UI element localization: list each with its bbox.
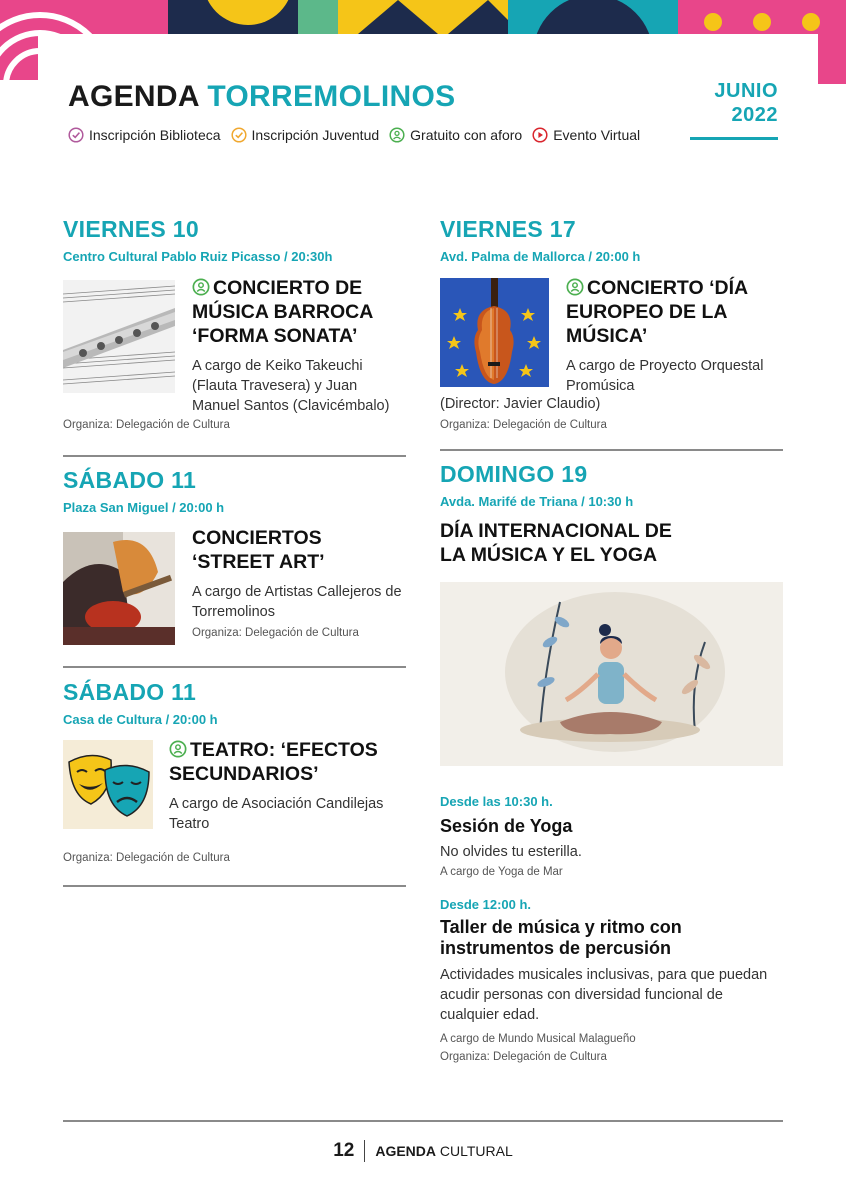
event-description: A cargo de Keiko Takeuchi (Flauta Travesera) y Juan Manuel Santos (Clavicémbalo) (192, 358, 390, 414)
play-circle-icon (532, 127, 548, 143)
page-number: 12 (333, 1140, 355, 1161)
event-day: SÁBADO 11 (63, 679, 197, 705)
event-viernes-17 (440, 216, 785, 264)
violin-eu-flag-image (440, 278, 549, 387)
event-title: CONCIERTOS ‘STREET ART’ (192, 527, 325, 573)
check-circle-icon (231, 127, 247, 143)
event-day: VIERNES 17 (440, 216, 576, 242)
event-place: Plaza San Miguel / 20:00 h (63, 500, 225, 515)
session-taller (440, 891, 785, 1063)
legend-item-virtual: Evento Virtual (532, 127, 640, 143)
event-day: VIERNES 10 (63, 216, 199, 242)
session-title: Sesión de Yoga (440, 816, 573, 836)
person-circle-icon (566, 278, 584, 296)
event-organizer: Organiza: Delegación de Cultura (63, 852, 230, 864)
event-day: SÁBADO 11 (63, 467, 197, 493)
street-guitarist-image (63, 532, 175, 645)
divider (63, 666, 406, 668)
check-circle-icon (68, 127, 84, 143)
person-circle-icon (192, 278, 210, 296)
event-place: Casa de Cultura / 20:00 h (63, 712, 218, 727)
session-organizer: A cargo de Mundo Musical Malagueño (440, 1033, 636, 1045)
legend (68, 127, 640, 143)
page-title: AGENDA TORREMOLINOS (68, 80, 456, 113)
session-description: Actividades musicales inclusivas, para que puedan acudir personas con diversidad funcional de cualquier edad. (440, 967, 768, 1023)
event-place: Avd. Palma de Mallorca / 20:00 h (440, 249, 641, 264)
session-yoga (440, 788, 785, 878)
event-1-body (192, 276, 408, 416)
event-organizer: Organiza: Delegación de Cultura (192, 627, 359, 639)
session-time: Desde las 10:30 h. (440, 794, 553, 809)
event-4-body (566, 276, 786, 396)
event-3-body (169, 738, 409, 834)
event-director: (Director: Javier Claudio) (440, 396, 601, 412)
person-circle-icon (169, 740, 187, 758)
event-description: A cargo de Asociación Candilejas Teatro (169, 796, 384, 832)
event-title: DÍA INTERNACIONAL DE LA MÚSICA Y EL YOGA (440, 520, 672, 566)
theater-masks-image (63, 740, 153, 829)
flute-sheet-music-image (63, 280, 175, 393)
footer-brand: AGENDA CULTURAL (375, 1143, 513, 1159)
event-description: A cargo de Artistas Callejeros de Torremolinos (192, 584, 402, 620)
event-organizer: Organiza: Delegación de Cultura (440, 1051, 607, 1063)
footer-separator (364, 1140, 365, 1162)
legend-item-biblioteca: Inscripción Biblioteca (68, 127, 221, 143)
person-circle-icon (389, 127, 405, 143)
session-organizer: A cargo de Yoga de Mar (440, 866, 563, 878)
event-day: DOMINGO 19 (440, 461, 588, 487)
event-domingo-19 (440, 461, 785, 567)
navy-decor (168, 0, 338, 34)
footer (0, 1140, 846, 1162)
event-organizer: Organiza: Delegación de Cultura (440, 419, 607, 431)
event-title: CONCIERTO DE MÚSICA BARROCA ‘FORMA SONATA’ (192, 277, 373, 347)
divider (440, 449, 783, 451)
teal-decor (508, 0, 678, 34)
event-place: Avda. Marifé de Triana / 10:30 h (440, 494, 634, 509)
month-label: JUNIO 2022 (714, 80, 778, 126)
session-title: Taller de música y ritmo con instrumentos de percusión (440, 917, 682, 958)
yellow-decor (338, 0, 508, 34)
event-title: CONCIERTO ‘DÍA EUROPEO DE LA MÚSICA’ (566, 277, 748, 347)
event-viernes-10 (63, 216, 408, 264)
session-description: No olvides tu esterilla. (440, 844, 582, 860)
event-place: Centro Cultural Pablo Ruiz Picasso / 20:30h (63, 249, 333, 264)
event-sabado-11-teatro (63, 679, 408, 727)
session-time: Desde 12:00 h. (440, 897, 532, 912)
month-underline (690, 137, 778, 140)
event-sabado-11-street (63, 467, 408, 515)
legend-item-gratuito: Gratuito con aforo (389, 127, 522, 143)
yoga-illustration-image (440, 582, 783, 766)
event-organizer: Organiza: Delegación de Cultura (63, 419, 230, 431)
event-2-body (192, 526, 408, 639)
event-title: TEATRO: ‘EFECTOS SECUNDARIOS’ (169, 739, 378, 785)
legend-item-juventud: Inscripción Juventud (231, 127, 380, 143)
footer-divider (63, 1120, 783, 1122)
divider (63, 885, 406, 887)
event-description: A cargo de Proyecto Orquestal Promúsica (566, 358, 764, 394)
divider (63, 455, 406, 457)
